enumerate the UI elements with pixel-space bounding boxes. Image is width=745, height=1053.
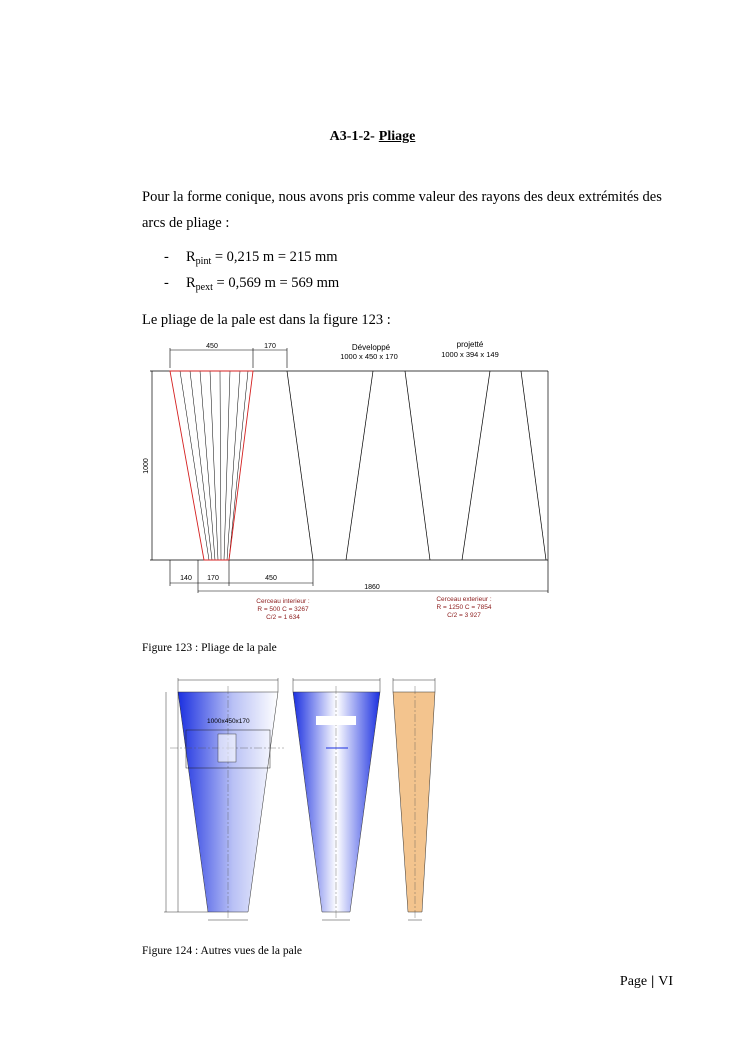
section-title: Pliage — [378, 129, 416, 144]
blade-view-right — [393, 678, 435, 920]
bullet-subscript: pext — [195, 282, 213, 293]
figure-124-drawing — [160, 672, 450, 928]
developpe-size: 1000 x 450 x 170 — [340, 352, 398, 361]
dim-bottom-140: 140 — [180, 575, 192, 582]
fold-lines — [180, 371, 248, 560]
bullet-dash: - — [164, 275, 169, 291]
bottom-dimensions — [170, 560, 548, 593]
bullet-symbol: R — [186, 275, 196, 291]
figure-reference-text: Le pliage de la pale est dans la figure 123 : — [142, 312, 391, 328]
blade-size-label: 1000x450x170 — [207, 718, 250, 725]
dim-total-1860: 1860 — [364, 584, 380, 591]
top-dimensions — [170, 348, 287, 368]
figure-123-caption: Figure 123 : Pliage de la pale — [142, 642, 277, 654]
bullet-subscript: pint — [195, 256, 212, 267]
bullet-rpext — [164, 275, 339, 293]
cerceau-int-title: Cerceau interieur : — [256, 598, 310, 605]
blade-view-middle — [293, 678, 380, 920]
page-label: Page — [619, 974, 648, 989]
bullet-value: = 0,569 m = 569 mm — [212, 275, 340, 291]
projete-size: 1000 x 394 x 149 — [441, 350, 499, 359]
bullet-symbol: R — [186, 249, 196, 265]
developed-outline — [170, 371, 253, 560]
cerceau-int-line2: C/2 = 1 634 — [266, 614, 300, 621]
figure-123-drawing — [140, 338, 555, 628]
page-separator: | — [651, 974, 655, 989]
blade-view-left — [164, 678, 284, 920]
projete-title: projetté — [456, 340, 484, 349]
page-number: VI — [658, 974, 673, 989]
dim-top-450: 450 — [206, 343, 218, 350]
bullet-rpint — [164, 249, 338, 267]
cerceau-int-line1: R = 500 C = 3267 — [257, 606, 309, 613]
dim-height-1000: 1000 — [143, 458, 150, 474]
section-heading — [0, 129, 745, 145]
intro-paragraph: Pour la forme conique, nous avons pris comme valeur des rayons des deux extrémités des arcs de pliage : — [142, 189, 662, 231]
section-number: A3-1-2- — [329, 129, 375, 144]
dim-top-170: 170 — [264, 343, 276, 350]
projection-lines — [287, 371, 546, 560]
bullet-dash: - — [164, 249, 169, 265]
dim-bottom-450: 450 — [265, 575, 277, 582]
cerceau-ext-line2: C/2 = 3 927 — [447, 612, 481, 619]
cerceau-ext-title: Cerceau exterieur : — [436, 596, 492, 603]
cerceau-ext-line1: R = 1250 C = 7854 — [436, 604, 492, 611]
dim-bottom-170: 170 — [207, 575, 219, 582]
bullet-value: = 0,215 m = 215 mm — [211, 249, 338, 265]
developpe-title: Développé — [351, 343, 391, 352]
figure-124-caption: Figure 124 : Autres vues de la pale — [142, 945, 303, 957]
page-footer — [620, 974, 673, 990]
